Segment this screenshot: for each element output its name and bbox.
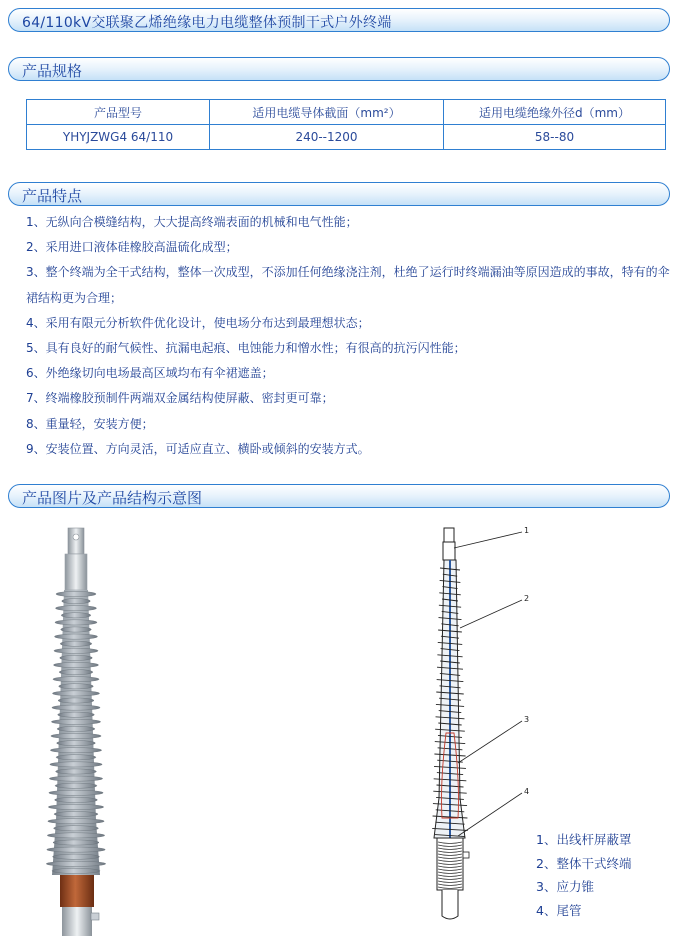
- callout-line-1: [454, 532, 522, 548]
- shed-disc: [57, 726, 95, 731]
- shed-disc: [60, 641, 92, 646]
- shed-disc: [61, 627, 92, 632]
- copper-tail: [60, 875, 94, 907]
- diagram-earth-tab: [463, 852, 469, 858]
- shed-disc: [53, 677, 99, 682]
- shed-disc: [54, 826, 99, 831]
- spec-cell-cross-section: 240--1200: [210, 125, 444, 150]
- spec-table: [26, 99, 666, 150]
- shed-disc: [53, 840, 99, 845]
- diagram-shield: [443, 542, 455, 560]
- shed-disc: [47, 847, 105, 852]
- shed-disc: [52, 705, 100, 710]
- list-item: 1、无纵向合模缝结构，大大提高终端表面的机械和电气性能；: [26, 215, 358, 229]
- shed-disc: [53, 854, 100, 859]
- spec-header-cross-section: 适用电缆导体截面（mm²）: [210, 100, 444, 125]
- shed-disc: [62, 599, 91, 604]
- callout-line-2: [460, 600, 522, 628]
- shed-disc: [49, 776, 102, 781]
- shed-disc: [57, 741, 96, 746]
- spec-cell-outer-diameter: 58--80: [444, 125, 666, 150]
- cable-tail: [62, 907, 92, 936]
- terminal-lug: [68, 528, 84, 554]
- list-item: 4、采用有限元分析软件优化设计，使电场分布达到最理想状态；: [26, 315, 370, 330]
- callout-number-2: 2: [524, 594, 530, 603]
- legend-item: 2、整体干式终端: [536, 855, 632, 871]
- callout-number-1: 1: [524, 526, 530, 535]
- section-title-spec: 产品规格: [22, 62, 83, 80]
- spec-header-outer-diameter: 适用电缆绝缘外径d（mm）: [444, 100, 666, 125]
- product-photo: [38, 520, 148, 936]
- shed-disc: [52, 691, 99, 696]
- shed-disc: [61, 613, 91, 618]
- shed-disc: [46, 861, 105, 866]
- shed-disc: [48, 804, 103, 809]
- section-title-features: 产品特点: [22, 187, 83, 205]
- structure-diagram: [410, 518, 540, 926]
- page-title: 64/110kV交联聚乙烯绝缘电力电缆整体预制干式户外终端: [22, 15, 392, 31]
- diagram-cable-end: [442, 890, 458, 919]
- shed-disc: [55, 797, 98, 802]
- diagram-lug: [444, 528, 454, 542]
- section-header-images: [8, 484, 670, 508]
- legend-item: 3、应力锥: [536, 879, 594, 895]
- shed-disc: [56, 591, 96, 596]
- shed-disc: [50, 748, 101, 753]
- legend-item: 4、尾管: [536, 902, 582, 918]
- list-item: 9、安装位置、方向灵活，可适应直立、横卧或倾斜的安装方式。: [26, 441, 370, 456]
- list-item: 7、终端橡胶预制件两端双金属结构使屏蔽、密封更可靠；: [26, 391, 334, 406]
- shed-disc: [59, 670, 93, 675]
- section-title-images: 产品图片及产品结构示意图: [22, 489, 203, 507]
- shed-disc: [51, 719, 100, 724]
- shed-disc: [58, 712, 95, 717]
- section-header-features: [8, 182, 670, 206]
- shed-disc: [49, 790, 103, 795]
- shed-disc: [59, 684, 94, 689]
- shield-cap: [65, 554, 87, 590]
- list-item: 3、整个终端为全干式结构，整体一次成型，不添加任何绝缘浇注剂，杜绝了运行时终端漏油等原因造成的事故，特有的伞裙结构更为合理；: [26, 265, 670, 305]
- shed-disc: [60, 655, 93, 660]
- list-item: 2、采用进口液体硅橡胶高温硫化成型；: [26, 240, 238, 255]
- lug-hole-icon: [73, 534, 79, 540]
- callout-line-4: [458, 793, 522, 836]
- shed-disc: [54, 634, 97, 639]
- shed-disc: [47, 833, 104, 838]
- section-header-spec: [8, 57, 670, 81]
- list-item: 6、外绝缘切向电场最高区域均布有伞裙遮盖；: [26, 366, 274, 381]
- shed-disc: [58, 698, 94, 703]
- shed-disc: [54, 812, 98, 817]
- shed-disc: [54, 648, 98, 653]
- legend-item: 1、出线杆屏蔽罩: [536, 832, 632, 847]
- spec-table-header-row: [27, 100, 666, 125]
- shed-disc: [55, 606, 96, 611]
- spec-header-model: 产品型号: [27, 100, 210, 125]
- shed-disc: [48, 819, 104, 824]
- shed-disc: [52, 868, 100, 873]
- callout-number-3: 3: [524, 715, 530, 724]
- shed-disc: [50, 762, 102, 767]
- shed-disc: [56, 769, 97, 774]
- insulator-core: [52, 590, 100, 875]
- earth-tab: [91, 913, 99, 920]
- table-row: [27, 125, 666, 150]
- shed-disc: [55, 783, 97, 788]
- list-item: 8、重量轻，安装方便；: [26, 416, 154, 431]
- callout-number-4: 4: [524, 787, 530, 796]
- list-item: 5、具有良好的耐气候性、抗漏电起痕、电蚀能力和憎水性；有很高的抗污闪性能；: [26, 341, 466, 356]
- page-title-bar: [8, 8, 670, 32]
- shed-disc: [56, 755, 96, 760]
- features-list: [26, 210, 674, 462]
- shed-disc: [55, 620, 97, 625]
- diagram-legend: [536, 828, 631, 922]
- shed-disc: [51, 733, 101, 738]
- shed-disc: [53, 662, 98, 667]
- callout-line-3: [458, 721, 522, 763]
- spec-cell-model: YHYJZWG4 64/110: [27, 125, 210, 150]
